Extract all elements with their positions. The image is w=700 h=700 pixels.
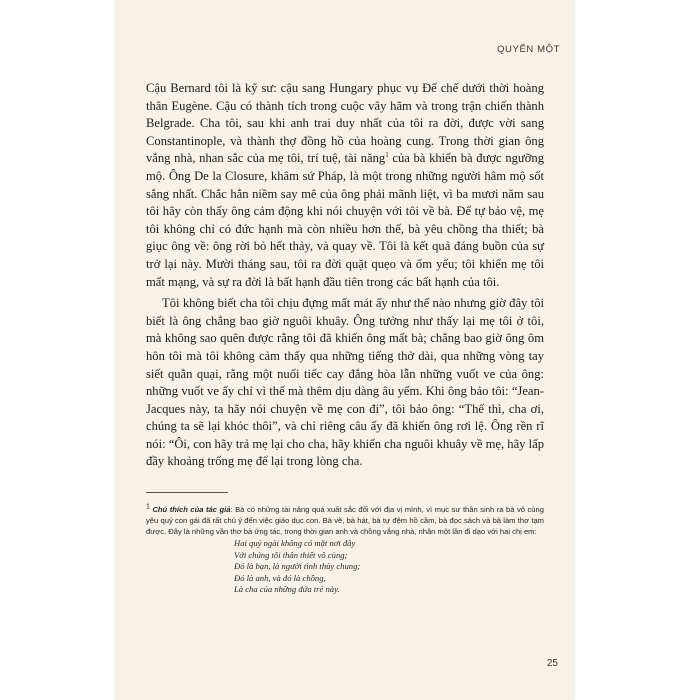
poem-line: Là cha của những đứa trẻ này.: [234, 584, 340, 595]
running-header: QUYỂN MỘT: [497, 44, 560, 55]
paragraph-2: Tôi không biết cha tôi chịu đựng mất mát ấy như thế nào nhưng giờ đây tôi biết là ông chẳng bao giờ nguôi khuây. Ông tưởng như thấy lại mẹ tôi ở tôi, mà không sao quên được rằng tôi đã khiến ông mất bà; chẳng bao giờ ông ôm hôn tôi mà tôi không cảm thấy qua những tiếng thở dài, qua những vòng tay siết quằn quại, rằng một nuối tiếc cay đắng hòa lẫn những vuốt ve của ông: những vuốt ve ấy chỉ vì thế mà thêm dịu dàng âu yếm. Khi ông bảo tôi: “Jean-Jacques này, ta hãy nói chuyện về mẹ con đi”, tôi bảo ông: “Thế thì, cha ơi, chúng ta sẽ lại khóc thôi”, và chỉ riêng câu ấy đã khiến ông rơi lệ. Ông rền rĩ nói: “Ôi, con hãy trả mẹ lại cho cha, hãy khiến cha nguôi khuây về mẹ, hãy lấp đầy khoảng trống mẹ để lại trong lòng cha.: [146, 296, 544, 469]
poem-line: Với chúng tôi thân thiết vô cùng;: [234, 549, 348, 560]
paragraph-1-part-a: Cậu Bernard tôi là kỹ sư: cậu sang Hungary phục vụ Đế chế dưới thời hoàng thân Eugène. Cậu có thành tích trong cuộc vây hãm và trong trận chiến thành Belgrade. Cha tôi, sau khi anh trai duy nhất của tôi ra đời, được vời sang Constantinople, và thành thợ đồng hồ của hoàng cung. Trong thời gian ông vắng nhà, nhan sắc của mẹ tôi, trí tuệ, tài năng: [146, 81, 544, 166]
page-number: 25: [546, 658, 558, 669]
paragraph-1-part-b: của bà khiến bà được ngưỡng mộ. Ông De la Closure, khâm sứ Pháp, là một trong những người hâm mộ sốt sắng nhất. Chắc hẳn niềm say mê của ông phải mãnh liệt, vì ba mươi năm sau tôi hãy còn thấy ông cảm động khi nói chuyện với tôi về bà. Để tự bảo vệ, mẹ tôi không chỉ có đức hạnh mà còn nhiều hơn thế, bà yêu chồng tha thiết; bà giục ông về: ông rời bỏ hết thảy, và quay về. Tôi là kết quả đáng buồn của sự trở lại này. Mười tháng sau, tôi ra đời quặt quẹo và ốm yếu; tôi khiến mẹ tôi mất mạng, và sự ra đời là bất hạnh đầu tiên trong các bất hạnh của tôi.: [146, 151, 544, 289]
footnote: [146, 504, 544, 596]
paragraph-1: [146, 80, 544, 291]
footnote-reference: 1: [385, 151, 389, 160]
poem-line: Hai quý ngài không có mặt nơi đây: [234, 538, 356, 548]
main-text: [146, 80, 544, 471]
footnote-poem: [234, 538, 544, 596]
footnote-mark: 1: [146, 503, 150, 511]
poem-line: Đó là bạn, là người tình thủy chung;: [234, 561, 361, 572]
footnote-label: Chú thích của tác giả: [152, 505, 231, 514]
book-page: [114, 0, 574, 700]
footnote-body: [146, 504, 544, 537]
poem-line: Đó là anh, và đó là chồng,: [234, 572, 326, 583]
footnote-divider: [146, 492, 228, 493]
footnote-text: : Bà có những tài năng quá xuất sắc đối với địa vị mình, vì mục sư thân sinh ra bà vô cùng yêu quý con gái đã rất chú ý đến việc giáo dục con. Bà vẽ, bà hát, bà tự đệm hồ cầm, bà đọc sách và bà làm thơ tạm được. Đây là những vần thơ bà ứng tác, trong thời gian anh và chồng vắng nhà, nhân một lần đi dạo với hai chị em:: [146, 505, 544, 536]
